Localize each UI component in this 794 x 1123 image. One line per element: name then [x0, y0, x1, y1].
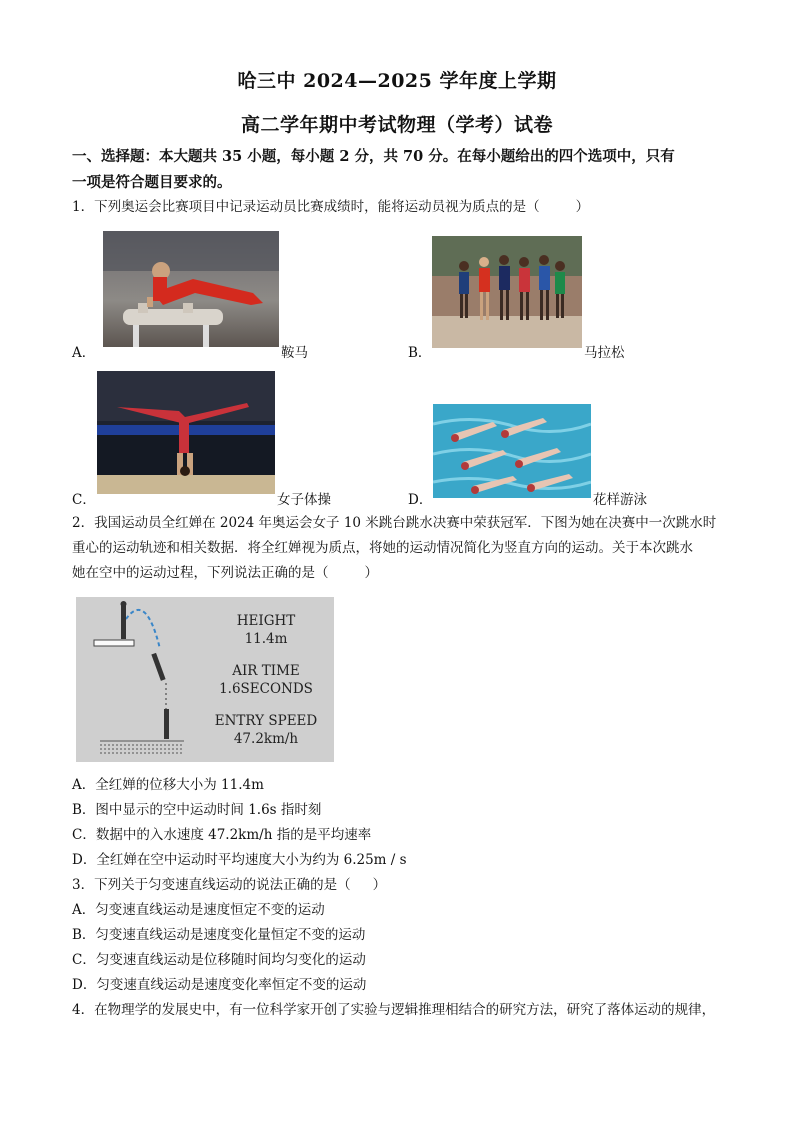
- question-4-stem: 4．在物理学的发展史中，有一位科学家开创了实验与逻辑推理相结合的研究方法，研究了落体运动的规律，: [72, 1002, 716, 1018]
- figure-airtime-label: AIR TIME: [232, 663, 300, 679]
- q1-option-a-label: A．: [72, 345, 96, 361]
- q2-option-c: C．数据中的入水速度 47.2km/h 指的是平均速率: [72, 827, 372, 843]
- question-2-stem-line3: 她在空中的运动过程，下列说法正确的是（ ）: [72, 565, 378, 581]
- figure-entry-speed-label: ENTRY SPEED: [214, 713, 318, 729]
- gymnastics-photo: [97, 371, 275, 494]
- figure-entry-speed-value: 47.2km/h: [233, 731, 299, 747]
- q1-option-b-label: B．: [408, 345, 432, 361]
- synchronized-swimming-photo: [433, 404, 591, 498]
- question-3-stem: 3．下列关于匀变速直线运动的说法正确的是（ ）: [72, 877, 387, 893]
- q1-option-d-label: D．: [408, 492, 433, 508]
- q1-option-d-caption: 花样游泳: [593, 492, 647, 508]
- marathon-photo: [432, 236, 582, 348]
- section-heading: [72, 144, 732, 196]
- q1-option-a-caption: 鞍马: [281, 345, 308, 361]
- figure-height-label: HEIGHT: [236, 613, 296, 629]
- section-heading-line1: 一、选择题：本大题共 35 小题，每小题 2 分，共 70 分。在每小题给出的四个选项中，只有: [72, 148, 675, 165]
- q1-option-b-caption: 马拉松: [584, 345, 625, 361]
- question-2-stem-line2: 重心的运动轨迹和相关数据．将全红婵视为质点，将她的运动情况简化为竖直方向的运动。关于本次跳水: [72, 540, 693, 556]
- question-2-stem-line1: 2．我国运动员全红婵在 2024 年奥运会女子 10 米跳台跳水决赛中荣获冠军．下图为她在决赛中一次跳水时: [72, 515, 717, 531]
- q2-option-d: D．全红婵在空中运动时平均速度大小为约为 6.25m / s: [72, 852, 407, 868]
- section-heading-line2: 一项是符合题目要求的。: [72, 174, 232, 191]
- q2-option-b: B．图中显示的空中运动时间 1.6s 指时刻: [72, 802, 322, 818]
- question-1-stem: 1．下列奥运会比赛项目中记录运动员比赛成绩时，能将运动员视为质点的是（ ）: [72, 199, 590, 215]
- q1-option-c-label: C．: [72, 492, 96, 508]
- q3-option-a: A．匀变速直线运动是速度恒定不变的运动: [72, 902, 325, 918]
- q1-option-c-caption: 女子体操: [277, 492, 331, 508]
- figure-airtime-value: 1.6SECONDS: [219, 681, 313, 697]
- exam-subtitle: 高二学年期中考试物理（学考）试卷: [240, 114, 553, 136]
- pommel-horse-photo: [103, 231, 279, 347]
- q3-option-d: D．匀变速直线运动是速度变化率恒定不变的运动: [72, 977, 367, 993]
- q2-option-a: A．全红婵的位移大小为 11.4m: [72, 777, 264, 793]
- diving-data-figure: [76, 597, 334, 762]
- figure-height-value: 11.4m: [244, 631, 288, 647]
- q3-option-c: C．匀变速直线运动是位移随时间均匀变化的运动: [72, 952, 366, 968]
- exam-title: 哈三中 2024—2025 学年度上学期: [237, 70, 557, 92]
- q3-option-b: B．匀变速直线运动是速度变化量恒定不变的运动: [72, 927, 366, 943]
